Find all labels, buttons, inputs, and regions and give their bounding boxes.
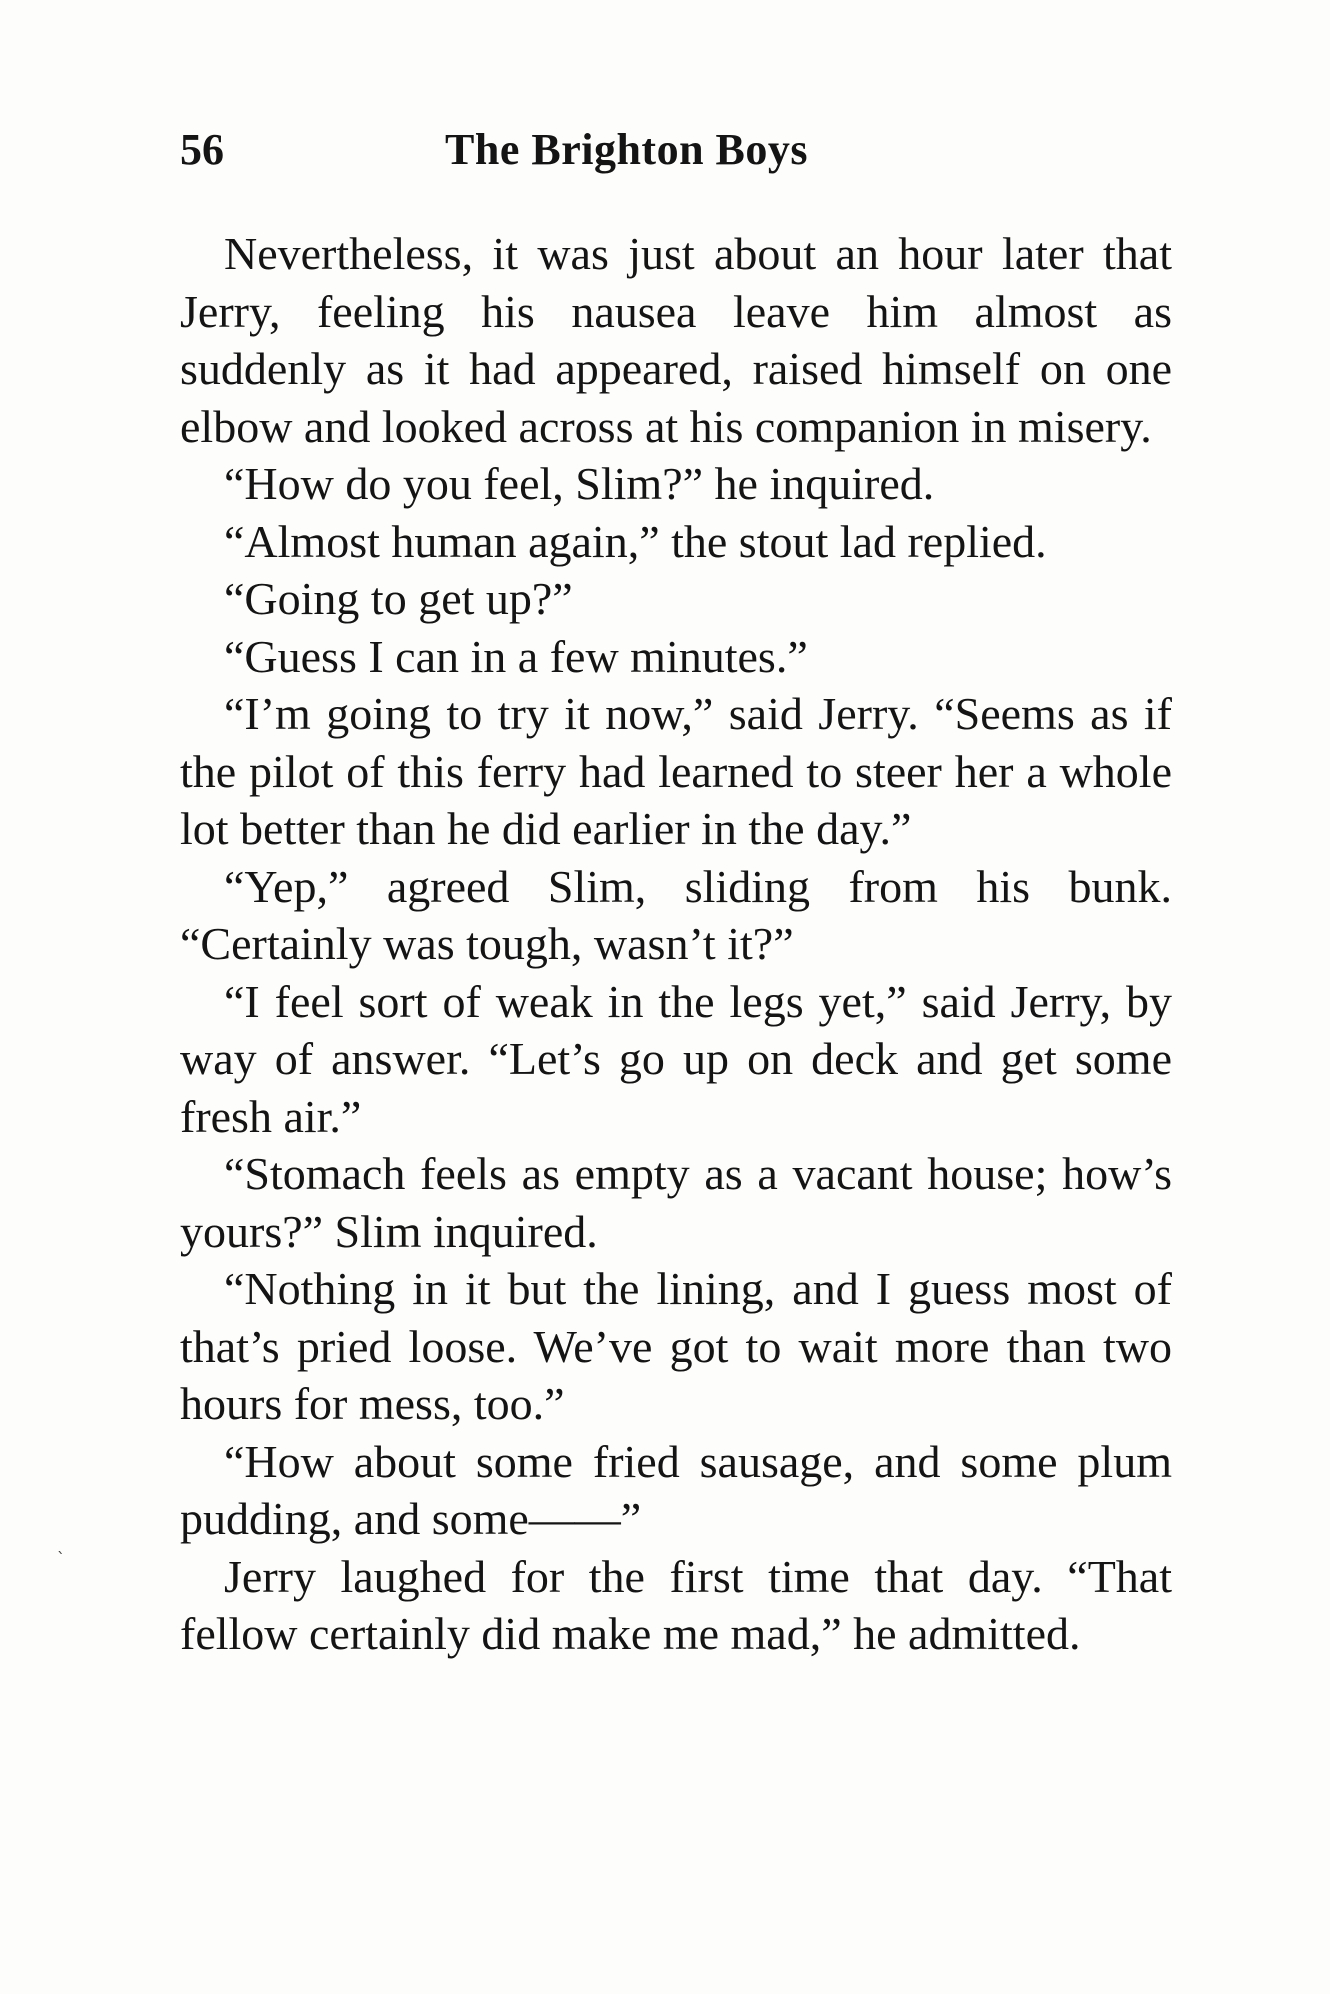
paragraph: “I’m going to try it now,” said Jerry. “Seems as if the pilot of this ferry had learned to steer her a whole lot better than he did earlier in the day.” [180, 688, 1172, 854]
paragraph: Nevertheless, it was just about an hour later that Jerry, feeling his nausea leave him almost as suddenly as it had appeared, raised himself on one elbow and looked across at his companion in misery. [180, 228, 1172, 452]
paragraph: “How do you feel, Slim?” he inquired. [224, 458, 935, 509]
paragraph: “Yep,” agreed Slim, sliding from his bunk. “Certainly was tough, wasn’t it?” [180, 860, 1172, 969]
paragraph: “Stomach feels as empty as a vacant house; how’s yours?” Slim inquired. [180, 1148, 1172, 1257]
paragraph: “I feel sort of weak in the legs yet,” said Jerry, by way of answer. “Let’s go up on deck and get some fresh air.” [180, 975, 1172, 1142]
ink-speck: ˎ [57, 1535, 65, 1554]
page-header [180, 118, 1180, 182]
paragraph: “Guess I can in a few minutes.” [224, 630, 808, 682]
paragraph: Jerry laughed for the first time that day. “That fellow certainly did make me mad,” he admitted. [180, 1550, 1172, 1659]
paragraph: “How about some fried sausage, and some plum pudding, and some——” [180, 1435, 1172, 1544]
page-number: 56 [180, 125, 224, 174]
paragraph: “Almost human again,” the stout lad replied. [224, 515, 1047, 567]
paragraph: “Nothing in it but the lining, and I guess most of that’s pried loose. We’ve got to wait more than two hours for mess, too.” [180, 1263, 1172, 1429]
paragraph: “Going to get up?” [224, 573, 573, 624]
running-title: The Brighton Boys [445, 125, 809, 174]
body-text [180, 225, 1172, 1663]
